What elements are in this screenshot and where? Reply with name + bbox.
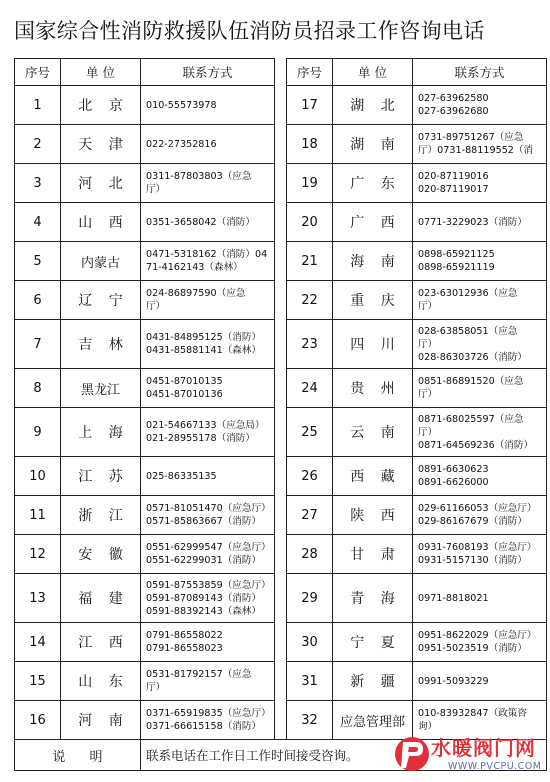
unit-name: 江 西 bbox=[61, 623, 141, 662]
phone-line: 厅） bbox=[146, 184, 166, 195]
phone-line: 0571-81051470（应急厅） bbox=[146, 503, 271, 514]
phone-line: 0771-3229023（消防） bbox=[418, 216, 527, 228]
table-row bbox=[15, 164, 547, 203]
contact-info bbox=[141, 369, 275, 408]
phone-line: 010-83932847（政策咨 bbox=[418, 708, 527, 719]
row-number: 18 bbox=[287, 125, 333, 164]
phone-line: 0551-62299031（消防） bbox=[146, 555, 262, 566]
column-gap bbox=[275, 662, 287, 701]
header-seq-right: 序号 bbox=[287, 59, 333, 86]
table-row bbox=[15, 203, 547, 242]
phone-line: 027-63962680 bbox=[418, 106, 489, 117]
phone-line: 021-54667133（应急局） bbox=[146, 420, 265, 431]
unit-name: 吉 林 bbox=[61, 320, 141, 369]
unit-name: 内蒙古 bbox=[61, 242, 141, 281]
column-gap bbox=[275, 281, 287, 320]
unit-name: 福 建 bbox=[61, 574, 141, 623]
unit-name: 广 西 bbox=[333, 203, 413, 242]
phone-line: 0731-89751267（应急 bbox=[418, 132, 524, 143]
unit-name: 青 海 bbox=[333, 574, 413, 623]
unit-name: 辽 宁 bbox=[61, 281, 141, 320]
row-number: 19 bbox=[287, 164, 333, 203]
phone-line: 厅） bbox=[146, 682, 166, 693]
contact-info bbox=[141, 86, 275, 125]
row-number: 28 bbox=[287, 535, 333, 574]
row-number: 6 bbox=[15, 281, 61, 320]
unit-name: 江 苏 bbox=[61, 457, 141, 496]
row-number: 25 bbox=[287, 408, 333, 457]
row-number: 2 bbox=[15, 125, 61, 164]
contact-info bbox=[413, 320, 547, 369]
phone-line: 0451-87010135 bbox=[146, 376, 223, 387]
unit-name: 黑龙江 bbox=[61, 369, 141, 408]
phone-line: 0591-87553859（应急厅） bbox=[146, 579, 271, 591]
contact-info bbox=[141, 574, 275, 623]
unit-name: 云 南 bbox=[333, 408, 413, 457]
phone-line: 0991-5093229 bbox=[418, 675, 489, 687]
phone-line: 0951-8622029（应急厅） bbox=[418, 630, 537, 641]
column-gap bbox=[275, 164, 287, 203]
table-row bbox=[15, 662, 547, 701]
header-seq-left: 序号 bbox=[15, 59, 61, 86]
phone-line: 0451-87010136 bbox=[146, 389, 223, 400]
header-contact-left: 联系方式 bbox=[141, 59, 275, 86]
phone-line: 0371-65919835（应急厅） bbox=[146, 708, 271, 719]
column-gap bbox=[275, 623, 287, 662]
table-row bbox=[15, 496, 547, 535]
phone-line: 027-63962580 bbox=[418, 93, 489, 104]
row-number: 8 bbox=[15, 369, 61, 408]
contact-info bbox=[413, 125, 547, 164]
contact-info bbox=[141, 281, 275, 320]
unit-name: 上 海 bbox=[61, 408, 141, 457]
row-number: 32 bbox=[287, 701, 333, 740]
column-gap bbox=[275, 125, 287, 164]
phone-line: 0871-68025597（应急 bbox=[418, 413, 524, 425]
phone-line: 0951-5023519（消防） bbox=[418, 643, 527, 654]
column-gap bbox=[275, 86, 287, 125]
unit-name: 宁 夏 bbox=[333, 623, 413, 662]
column-gap bbox=[275, 320, 287, 369]
column-gap bbox=[275, 408, 287, 457]
header-unit-left: 单 位 bbox=[61, 59, 141, 86]
unit-name: 应急管理部 bbox=[333, 701, 413, 740]
contact-info bbox=[413, 203, 547, 242]
contact-info bbox=[413, 408, 547, 457]
phone-line: 0591-87089143（消防） bbox=[146, 592, 262, 604]
contact-info bbox=[141, 408, 275, 457]
phone-line: 024-86897590（应急 bbox=[146, 288, 246, 299]
phone-line: 厅） bbox=[146, 301, 166, 312]
table-row bbox=[15, 242, 547, 281]
column-gap bbox=[275, 574, 287, 623]
row-number: 24 bbox=[287, 369, 333, 408]
column-gap bbox=[275, 457, 287, 496]
unit-name: 北 京 bbox=[61, 86, 141, 125]
unit-name: 浙 江 bbox=[61, 496, 141, 535]
phone-line: 0891-6626000 bbox=[418, 477, 489, 488]
phone-line: 0931-7608193（应急厅） bbox=[418, 542, 537, 553]
phone-line: 028-63858051（应急 bbox=[418, 325, 518, 337]
table-row bbox=[15, 281, 547, 320]
unit-name: 新 疆 bbox=[333, 662, 413, 701]
row-number: 31 bbox=[287, 662, 333, 701]
row-number: 17 bbox=[287, 86, 333, 125]
column-gap bbox=[275, 203, 287, 242]
unit-name: 湖 南 bbox=[333, 125, 413, 164]
unit-name: 河 南 bbox=[61, 701, 141, 740]
unit-name: 安 徽 bbox=[61, 535, 141, 574]
row-number: 23 bbox=[287, 320, 333, 369]
column-gap bbox=[275, 369, 287, 408]
column-gap bbox=[275, 59, 287, 86]
row-number: 22 bbox=[287, 281, 333, 320]
unit-name: 陕 西 bbox=[333, 496, 413, 535]
phone-line: 0591-88392143（森林） bbox=[146, 605, 262, 617]
unit-name: 重 庆 bbox=[333, 281, 413, 320]
phone-line: 0791-86558022 bbox=[146, 630, 223, 641]
column-gap bbox=[275, 701, 287, 740]
phone-line: 0871-64569236（消防） bbox=[418, 439, 534, 451]
header-row bbox=[15, 59, 547, 86]
contact-info bbox=[413, 86, 547, 125]
unit-name: 贵 州 bbox=[333, 369, 413, 408]
row-number: 9 bbox=[15, 408, 61, 457]
phone-line: 0571-85863667（消防） bbox=[146, 516, 262, 527]
row-number: 20 bbox=[287, 203, 333, 242]
phone-line: 0471-5318162（消防）04 bbox=[146, 249, 268, 260]
contact-info bbox=[413, 535, 547, 574]
phone-line: 0531-81792157（应急 bbox=[146, 669, 252, 680]
phone-line: 71-4162143（森林） bbox=[146, 262, 243, 273]
phone-line: 询） bbox=[418, 721, 438, 732]
unit-name: 海 南 bbox=[333, 242, 413, 281]
contact-info bbox=[413, 662, 547, 701]
table-row bbox=[15, 457, 547, 496]
phone-line: 0931-5157130（消防） bbox=[418, 555, 527, 566]
phone-line: 0971-8818021 bbox=[418, 592, 489, 604]
phone-line: 厅）0731-88119552（消 bbox=[418, 145, 534, 156]
phone-line: 0851-86891520（应急 bbox=[418, 376, 524, 387]
contact-info bbox=[141, 164, 275, 203]
header-unit-right: 单 位 bbox=[333, 59, 413, 86]
unit-name: 天 津 bbox=[61, 125, 141, 164]
header-contact-right: 联系方式 bbox=[413, 59, 547, 86]
contact-info bbox=[141, 242, 275, 281]
table-row bbox=[15, 535, 547, 574]
row-number: 12 bbox=[15, 535, 61, 574]
unit-name: 广 东 bbox=[333, 164, 413, 203]
row-number: 5 bbox=[15, 242, 61, 281]
phone-line: 022-27352816 bbox=[146, 138, 217, 150]
phone-line: 厅） bbox=[418, 426, 438, 438]
phone-line: 029-86167679（消防） bbox=[418, 516, 527, 527]
phone-line: 0431-84895125（消防） bbox=[146, 332, 262, 343]
contact-info bbox=[141, 535, 275, 574]
contact-info bbox=[141, 203, 275, 242]
contact-info bbox=[413, 496, 547, 535]
table-row bbox=[15, 125, 547, 164]
watermark-url: WWW.PVCPU.COM bbox=[448, 761, 542, 772]
row-number: 11 bbox=[15, 496, 61, 535]
phone-line: 010-55573978 bbox=[146, 99, 217, 111]
watermark-logo bbox=[392, 728, 550, 782]
contact-info bbox=[141, 125, 275, 164]
row-number: 27 bbox=[287, 496, 333, 535]
table-row bbox=[15, 408, 547, 457]
row-number: 13 bbox=[15, 574, 61, 623]
phone-line: 0431-85881141（森林） bbox=[146, 345, 262, 356]
contact-info bbox=[141, 457, 275, 496]
table-row bbox=[15, 86, 547, 125]
table-row bbox=[15, 574, 547, 623]
table-row bbox=[15, 369, 547, 408]
contact-info bbox=[141, 701, 275, 740]
phone-line: 021-28955178（消防） bbox=[146, 433, 255, 444]
phone-line: 020-87119017 bbox=[418, 184, 489, 195]
row-number: 3 bbox=[15, 164, 61, 203]
phone-line: 厅） bbox=[418, 338, 438, 350]
phone-line: 020-87119016 bbox=[418, 171, 489, 182]
row-number: 7 bbox=[15, 320, 61, 369]
column-gap bbox=[275, 242, 287, 281]
phone-line: 023-63012936（应急 bbox=[418, 288, 518, 299]
watermark-emblem-icon bbox=[392, 730, 432, 780]
note-label: 说 明 bbox=[15, 740, 141, 771]
contact-info bbox=[413, 623, 547, 662]
row-number: 4 bbox=[15, 203, 61, 242]
contact-info bbox=[413, 164, 547, 203]
table-row bbox=[15, 320, 547, 369]
contact-info bbox=[141, 496, 275, 535]
phone-line: 厅） bbox=[418, 389, 438, 400]
contact-info bbox=[413, 457, 547, 496]
phone-line: 0898-65921119 bbox=[418, 262, 495, 273]
phone-line: 0311-87803803（应急 bbox=[146, 171, 252, 182]
row-number: 26 bbox=[287, 457, 333, 496]
contact-table bbox=[14, 58, 547, 771]
row-number: 21 bbox=[287, 242, 333, 281]
contact-info bbox=[413, 369, 547, 408]
row-number: 1 bbox=[15, 86, 61, 125]
phone-line: 0551-62999547（应急厅） bbox=[146, 542, 271, 553]
unit-name: 山 西 bbox=[61, 203, 141, 242]
page-title: 国家综合性消防救援队伍消防员招录工作咨询电话 bbox=[14, 19, 485, 43]
table-row bbox=[15, 623, 547, 662]
note-text: 联系电话在工作日工作时间接受咨询。 bbox=[141, 740, 547, 771]
phone-line: 028-86303726（消防） bbox=[418, 351, 527, 363]
contact-info bbox=[413, 242, 547, 281]
phone-line: 0891-6630623 bbox=[418, 464, 489, 475]
unit-name: 西 藏 bbox=[333, 457, 413, 496]
phone-line: 0791-86558023 bbox=[146, 643, 223, 654]
phone-line: 厅） bbox=[418, 301, 438, 312]
phone-line: 0898-65921125 bbox=[418, 249, 495, 260]
phone-line: 0351-3658042（消防） bbox=[146, 216, 255, 228]
unit-name: 甘 肃 bbox=[333, 535, 413, 574]
unit-name: 湖 北 bbox=[333, 86, 413, 125]
phone-line: 0371-66615158（消防） bbox=[146, 721, 262, 732]
unit-name: 河 北 bbox=[61, 164, 141, 203]
phone-line: 029-61166053（应急厅） bbox=[418, 503, 537, 514]
row-number: 29 bbox=[287, 574, 333, 623]
contact-info bbox=[141, 662, 275, 701]
phone-line: 025-86335135 bbox=[146, 470, 217, 482]
contact-info bbox=[141, 623, 275, 662]
contact-info bbox=[413, 281, 547, 320]
column-gap bbox=[275, 496, 287, 535]
row-number: 15 bbox=[15, 662, 61, 701]
row-number: 30 bbox=[287, 623, 333, 662]
contact-info bbox=[413, 574, 547, 623]
column-gap bbox=[275, 535, 287, 574]
row-number: 16 bbox=[15, 701, 61, 740]
row-number: 14 bbox=[15, 623, 61, 662]
watermark-text: 水暖阀门网 bbox=[431, 736, 536, 760]
unit-name: 山 东 bbox=[61, 662, 141, 701]
unit-name: 四 川 bbox=[333, 320, 413, 369]
contact-info bbox=[141, 320, 275, 369]
row-number: 10 bbox=[15, 457, 61, 496]
